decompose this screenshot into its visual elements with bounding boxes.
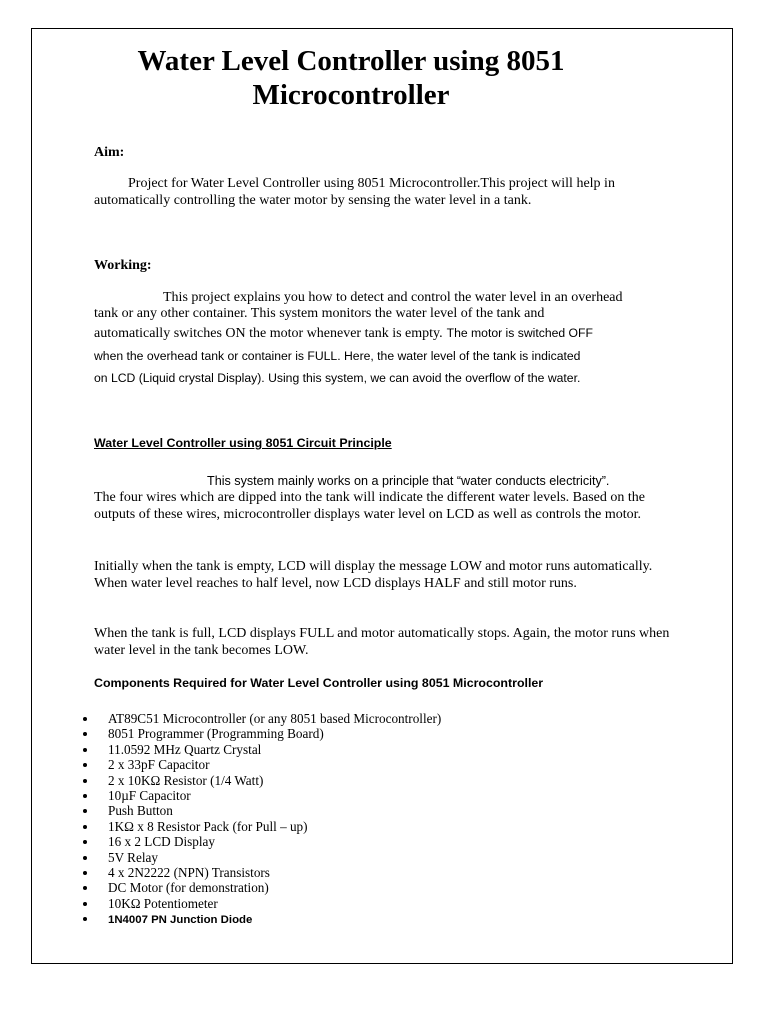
working-line-3 (94, 324, 593, 343)
working-line-1: This project explains you how to detect and control the water level in an overhead (163, 290, 623, 305)
title-line-1: Water Level Controller using 8051 (137, 45, 565, 77)
bullet-icon (83, 748, 87, 752)
working-line-4: when the overhead tank or container is FULL. Here, the water level of the tank is indicated (94, 349, 581, 363)
list-item: 2 x 33pF Capacitor (83, 757, 441, 772)
components-list (83, 711, 441, 926)
list-item: DC Motor (for demonstration) (83, 880, 441, 895)
principle-paragraph-2: Initially when the tank is empty, LCD will display the message LOW and motor runs automatically. When water level reaches to half level, now LCD displays HALF and still motor runs. (94, 559, 653, 591)
principle-heading: Water Level Controller using 8051 Circuit Principle (94, 436, 392, 450)
list-item: 8051 Programmer (Programming Board) (83, 726, 441, 741)
bullet-icon (83, 779, 87, 783)
list-item: 16 x 2 LCD Display (83, 834, 441, 849)
list-item: 4 x 2N2222 (NPN) Transistors (83, 865, 441, 880)
working-line-3-start: automatically switches ON the motor whenever tank is empty. (94, 326, 443, 341)
list-item: 1N4007 PN Junction Diode (83, 911, 441, 926)
list-item: 11.0592 MHz Quartz Crystal (83, 742, 441, 757)
bullet-icon (83, 840, 87, 844)
list-item: 10µF Capacitor (83, 788, 441, 803)
principle-paragraph-3: When the tank is full, LCD displays FULL and motor automatically stops. Again, the motor runs when water level in the tank becomes LOW. (94, 626, 670, 658)
aim-heading: Aim: (94, 145, 125, 160)
working-heading: Working: (94, 258, 152, 273)
list-item: AT89C51 Microcontroller (or any 8051 based Microcontroller) (83, 711, 441, 726)
working-line-2: tank or any other container. This system monitors the water level of the tank and (94, 306, 545, 321)
bullet-icon (83, 794, 87, 798)
bullet-icon (83, 717, 87, 721)
working-line-3-end: The motor is switched OFF (446, 326, 593, 340)
bullet-icon (83, 871, 87, 875)
list-item: 10KΩ Potentiometer (83, 896, 441, 911)
list-item: 2 x 10KΩ Resistor (1/4 Watt) (83, 773, 441, 788)
aim-paragraph: Project for Water Level Controller using 8051 Microcontroller.This project will help in automatically controlling the water motor by sensing the water level in a tank. (94, 176, 615, 208)
principle-line-1: This system mainly works on a principle that “water conducts electricity”. (207, 474, 610, 488)
bullet-icon (83, 763, 87, 767)
bullet-icon (83, 732, 87, 736)
components-heading: Components Required for Water Level Controller using 8051 Microcontroller (94, 676, 544, 690)
bullet-icon (83, 886, 87, 890)
bullet-icon (83, 809, 87, 813)
working-line-5: on LCD (Liquid crystal Display). Using this system, we can avoid the overflow of the water. (94, 371, 581, 385)
principle-paragraph-1: The four wires which are dipped into the tank will indicate the different water levels. Based on the outputs of these wires, microcontroller displays water level on LCD as well as controls the motor. (94, 490, 646, 522)
bullet-icon (83, 825, 87, 829)
list-item: 5V Relay (83, 850, 441, 865)
bullet-icon (83, 902, 87, 906)
title-line-2: Microcontroller (252, 79, 450, 111)
bullet-icon (83, 856, 87, 860)
list-item: Push Button (83, 803, 441, 818)
list-item: 1KΩ x 8 Resistor Pack (for Pull – up) (83, 819, 441, 834)
bullet-icon (83, 917, 87, 921)
